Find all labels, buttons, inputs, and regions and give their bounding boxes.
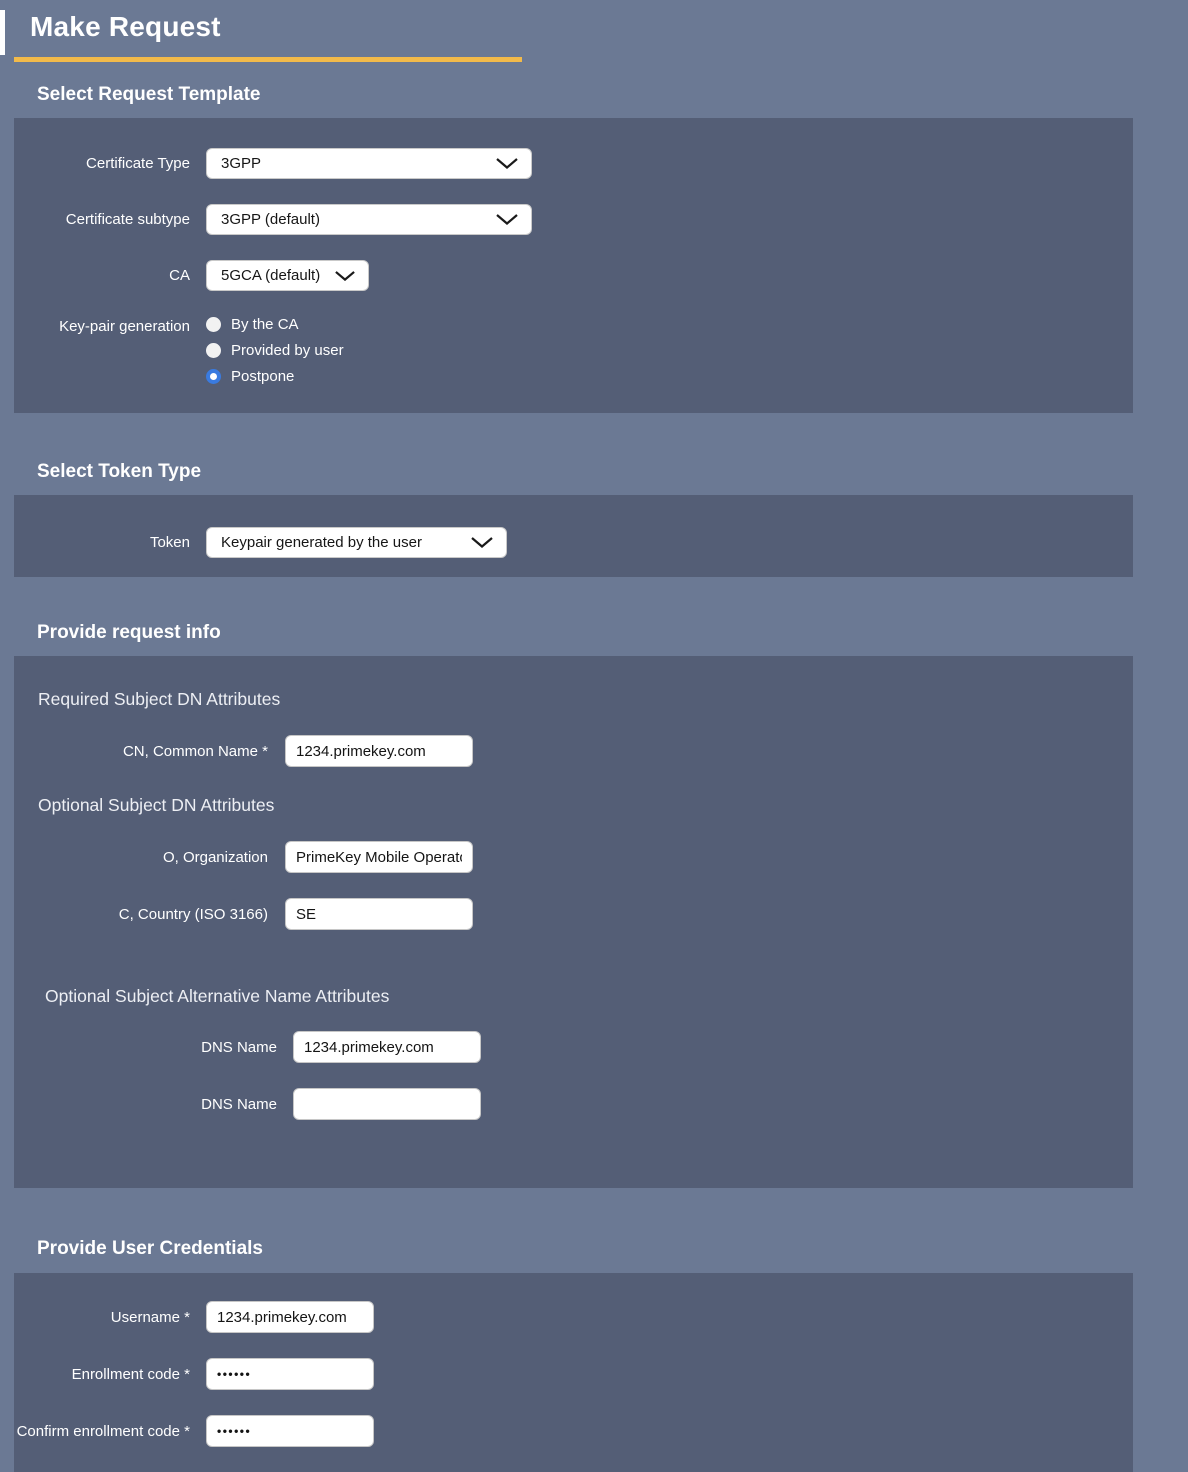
radio-unselected-icon: [206, 343, 221, 358]
dns-name-row-1: [14, 1031, 1133, 1063]
dns-name-row-2: [14, 1088, 1133, 1120]
radio-by-the-ca[interactable]: [206, 316, 299, 333]
username-input[interactable]: [206, 1301, 374, 1333]
confirm-enrollment-code-row: [14, 1415, 1133, 1447]
dns-name-label-1: DNS Name: [201, 1038, 277, 1056]
radio-postpone[interactable]: [206, 368, 294, 385]
ca-value: 5GCA (default): [221, 267, 321, 284]
dns-name-input-2[interactable]: [293, 1088, 481, 1120]
chevron-down-icon: [496, 214, 518, 225]
required-dn-subheading: Required Subject DN Attributes: [38, 689, 281, 709]
panel-request-template: [14, 118, 1133, 413]
keypair-generation-row: [14, 316, 1133, 385]
token-value: Keypair generated by the user: [221, 534, 422, 551]
certificate-type-label: Certificate Type: [86, 155, 190, 172]
confirm-enrollment-code-input[interactable]: [206, 1415, 374, 1447]
confirm-enrollment-code-label: Confirm enrollment code *: [16, 1422, 190, 1440]
country-label: C, Country (ISO 3166): [118, 905, 268, 923]
cn-input[interactable]: [285, 735, 473, 767]
token-row: [14, 527, 1133, 558]
certificate-subtype-row: [14, 204, 1133, 235]
username-row: [14, 1301, 1133, 1333]
panel-token-type: [14, 495, 1133, 577]
ca-select[interactable]: [206, 260, 369, 291]
keypair-generation-radio-group: [206, 316, 344, 385]
enrollment-code-row: [14, 1358, 1133, 1390]
radio-by-the-ca-label: By the CA: [231, 316, 299, 333]
country-row: [14, 898, 1133, 930]
certificate-type-row: [14, 148, 1133, 179]
panel-request-info: [14, 656, 1133, 1188]
chevron-down-icon: [471, 537, 493, 548]
organization-input[interactable]: [285, 841, 473, 873]
section-heading-request-template: Select Request Template: [37, 84, 261, 105]
certificate-subtype-label: Certificate subtype: [65, 211, 190, 228]
enrollment-code-label: Enrollment code *: [71, 1365, 190, 1383]
radio-selected-icon: [206, 369, 221, 384]
dns-name-label-2: DNS Name: [201, 1095, 277, 1113]
organization-row: [14, 841, 1133, 873]
cn-label: CN, Common Name *: [122, 742, 268, 760]
certificate-subtype-value: 3GPP (default): [221, 211, 320, 228]
country-input[interactable]: [285, 898, 473, 930]
title-underline: [14, 57, 522, 62]
keypair-generation-label: Key-pair generation: [59, 318, 190, 335]
radio-provided-by-user-label: Provided by user: [231, 342, 344, 359]
section-heading-token-type: Select Token Type: [37, 461, 202, 482]
radio-postpone-label: Postpone: [231, 368, 295, 385]
organization-label: O, Organization: [162, 848, 268, 866]
chevron-down-icon: [335, 271, 355, 281]
ca-row: [14, 260, 1133, 291]
optional-san-subheading: Optional Subject Alternative Name Attributes: [45, 986, 390, 1006]
certificate-type-select[interactable]: [206, 148, 532, 179]
panel-user-credentials: [14, 1273, 1133, 1472]
chevron-down-icon: [496, 158, 518, 169]
token-label: Token: [149, 534, 190, 551]
ca-label: CA: [169, 267, 190, 284]
certificate-type-value: 3GPP: [221, 155, 262, 172]
token-select[interactable]: [206, 527, 507, 558]
left-edge-highlight: [0, 10, 5, 55]
optional-dn-subheading: Optional Subject DN Attributes: [38, 795, 275, 815]
page-title: Make Request: [30, 11, 221, 42]
username-label: Username *: [110, 1308, 190, 1326]
cn-row: [14, 735, 1133, 767]
section-heading-user-credentials: Provide User Credentials: [37, 1238, 263, 1259]
section-heading-request-info: Provide request info: [37, 622, 221, 643]
radio-unselected-icon: [206, 317, 221, 332]
radio-provided-by-user[interactable]: [206, 342, 344, 359]
enrollment-code-input[interactable]: [206, 1358, 374, 1390]
dns-name-input-1[interactable]: [293, 1031, 481, 1063]
certificate-subtype-select[interactable]: [206, 204, 532, 235]
